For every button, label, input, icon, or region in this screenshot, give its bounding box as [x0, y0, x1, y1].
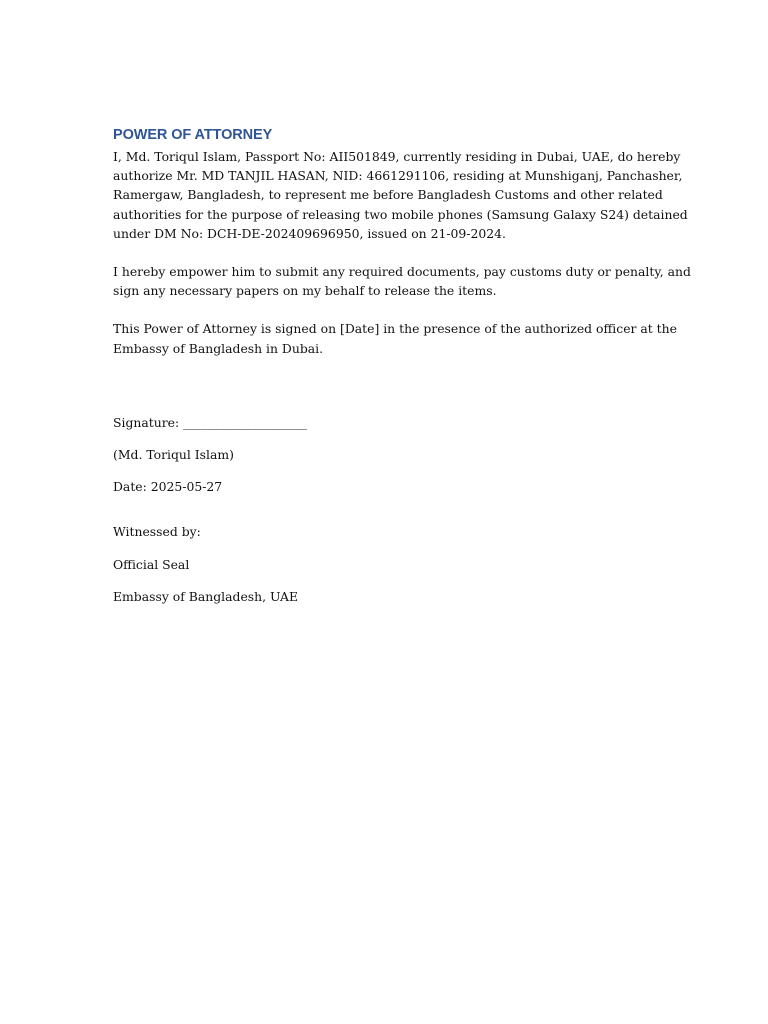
paragraph-line: authorities for the purpose of releasing two mobile phones (Samsung Galaxy S24) detained — [113, 206, 688, 222]
signer-name: (Md. Toriqul Islam) — [113, 447, 234, 463]
paragraph-line: sign any necessary papers on my behalf to release the items. — [113, 283, 497, 299]
empowerment-paragraph — [113, 262, 691, 300]
paragraph-line: I hereby empower him to submit any required documents, pay customs duty or penalty, and — [113, 264, 691, 280]
embassy-label: Embassy of Bangladesh, UAE — [113, 588, 299, 604]
signature-line: Signature: ____________________ — [113, 414, 307, 430]
date-line: Date: 2025-05-27 — [113, 479, 223, 495]
paragraph-line: under DM No: DCH-DE-202409696950, issued on 21-09-2024. — [113, 225, 506, 241]
witness-block — [113, 522, 673, 606]
paragraph-line: Embassy of Bangladesh in Dubai. — [113, 340, 324, 356]
authorization-paragraph — [113, 147, 688, 243]
paragraph-line: authorize Mr. MD TANJIL HASAN, NID: 4661291106, residing at Munshiganj, Panchasher, — [113, 168, 683, 184]
signature-block — [113, 413, 673, 497]
paragraph-line: Ramergaw, Bangladesh, to represent me before Bangladesh Customs and other related — [113, 187, 663, 203]
official-seal-label: Official Seal — [113, 556, 190, 572]
paragraph-line: I, Md. Toriqul Islam, Passport No: AII501849, currently residing in Dubai, UAE, do hereby — [113, 149, 681, 164]
signing-paragraph — [113, 319, 677, 357]
paragraph-line: This Power of Attorney is signed on [Date] in the presence of the authorized officer at the — [113, 321, 677, 337]
witnessed-by-label: Witnessed by: — [113, 524, 201, 540]
document-title: POWER OF ATTORNEY — [113, 127, 273, 143]
document-page — [113, 125, 691, 606]
